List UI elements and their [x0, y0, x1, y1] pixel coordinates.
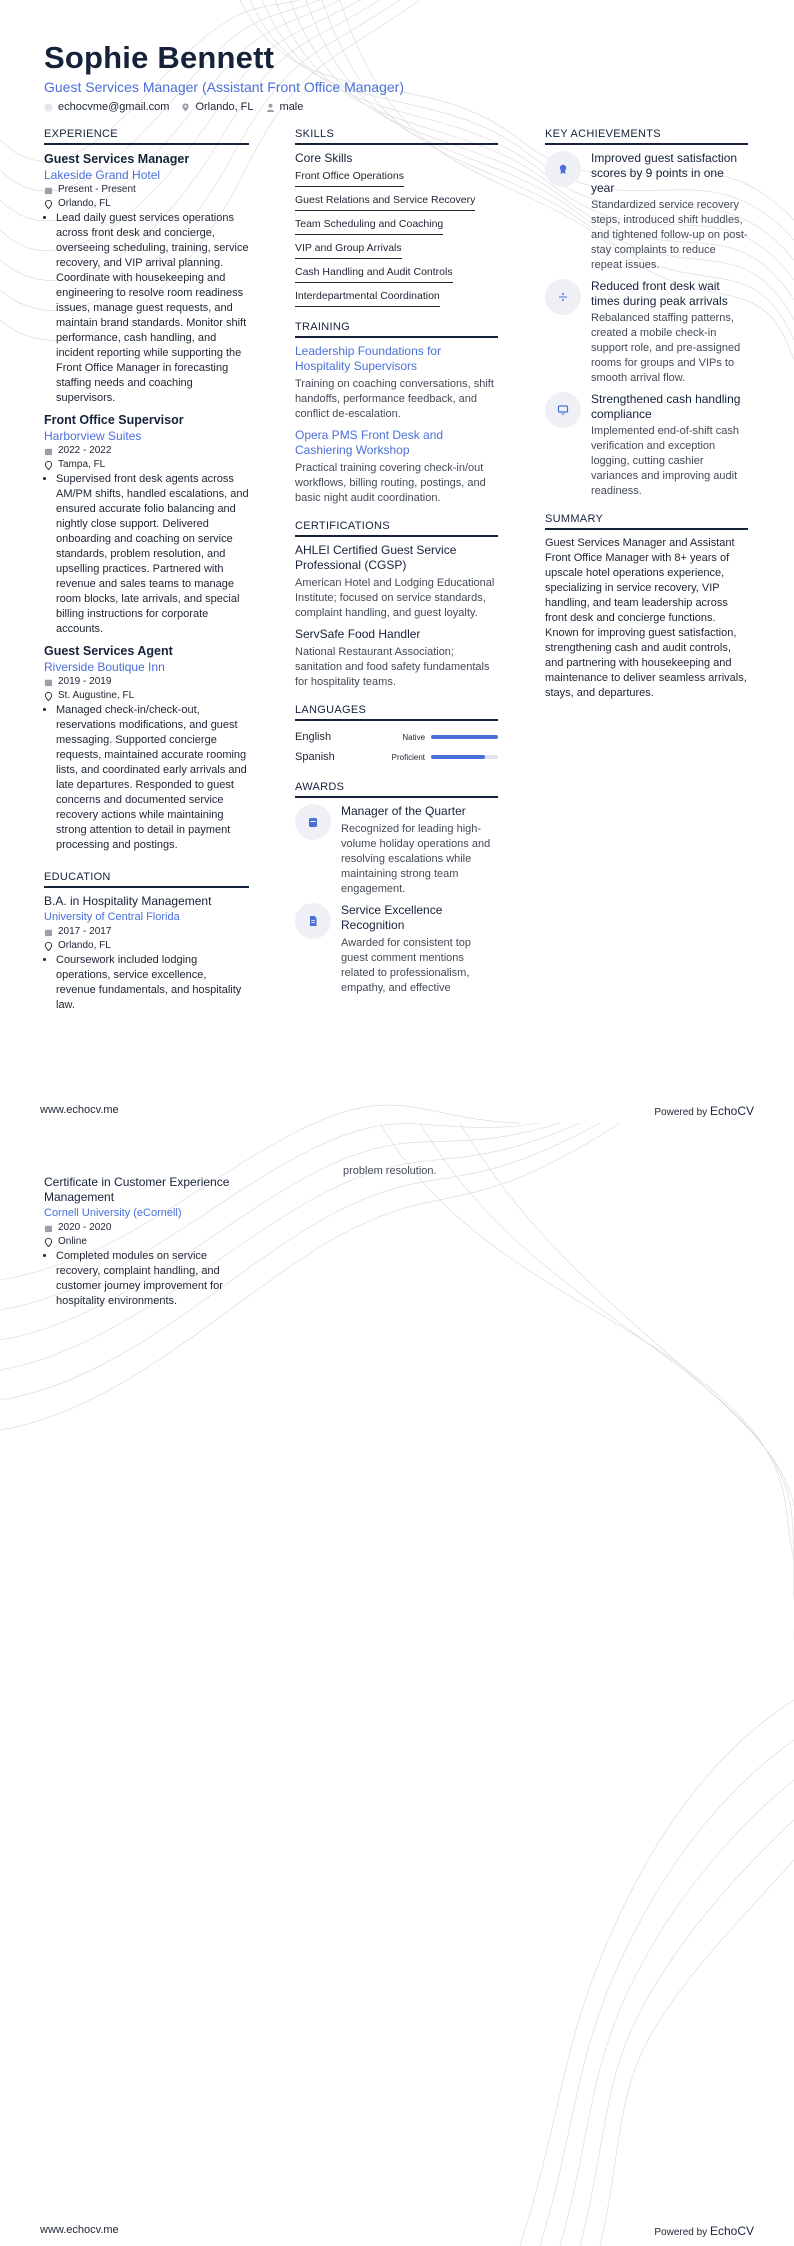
location-pin-icon	[181, 103, 190, 112]
education-location: Orlando, FL	[44, 939, 249, 953]
document-icon	[295, 903, 331, 939]
education-dates: 2017 - 2017	[44, 925, 249, 939]
calendar-icon	[44, 186, 53, 195]
achievements-heading: KEY ACHIEVEMENTS	[545, 128, 748, 145]
certification-title: AHLEI Certified Guest Service Professional (CGSP)	[295, 543, 457, 572]
achievement-entry	[545, 279, 748, 386]
email-icon	[44, 103, 53, 112]
company-name: Lakeside Grand Hotel	[44, 168, 161, 182]
candidate-title: Guest Services Manager (Assistant Front Office Manager)	[44, 79, 404, 95]
location-pin-icon	[44, 692, 53, 701]
page-footer	[40, 1104, 754, 1118]
training-entry	[295, 344, 498, 422]
job-dates: 2022 - 2022	[44, 444, 249, 458]
company-name: Riverside Boutique Inn	[44, 660, 165, 674]
language-bar	[431, 755, 498, 759]
training-title: Opera PMS Front Desk and Cashiering Workshop	[295, 428, 444, 457]
summary-heading: SUMMARY	[545, 513, 748, 530]
location-pin-icon	[44, 461, 53, 470]
education-entry	[44, 894, 249, 1013]
location-pin-icon	[44, 942, 53, 951]
calendar-icon	[44, 1224, 53, 1233]
certification-entry	[295, 627, 498, 690]
language-bar-fill	[431, 735, 498, 739]
calendar-icon	[44, 678, 53, 687]
training-title: Leadership Foundations for Hospitality Supervisors	[295, 344, 442, 373]
footer-site-link[interactable]: www.echocv.me	[40, 2224, 119, 2236]
middle-column-continued	[343, 1161, 503, 1179]
language-name: English	[295, 731, 332, 743]
left-column-continued	[44, 1171, 249, 1309]
person-icon	[266, 103, 275, 112]
language-level: Native	[402, 732, 426, 742]
education-entry	[44, 1175, 249, 1309]
achievement-description: Implemented end-of-shift cash verification and exception logging, cutting cashier variances and improving audit readiness.	[591, 425, 739, 497]
achievement-title: Strengthened cash handling compliance	[591, 392, 741, 421]
email-text: echocvme@gmail.com	[58, 101, 170, 113]
language-level: Proficient	[391, 752, 426, 762]
language-bar	[431, 735, 498, 739]
job-title: Guest Services Agent	[44, 644, 173, 658]
footer-powered: Powered by EchoCV	[654, 2224, 754, 2238]
footer-brand[interactable]: EchoCV	[709, 2224, 754, 2238]
training-heading: TRAINING	[295, 321, 498, 338]
job-title: Front Office Supervisor	[44, 413, 184, 427]
award-description: Recognized for leading high-volume holiday operations and resolving escalations while maintaining strong team engagement.	[341, 823, 491, 895]
achievement-entry	[545, 392, 748, 499]
divide-icon	[545, 279, 581, 315]
skill-item: Front Office Operations	[295, 165, 404, 187]
middle-column	[295, 128, 498, 996]
language-row	[295, 727, 498, 747]
calendar-icon	[44, 928, 53, 937]
summary-text: Guest Services Manager and Assistant Front Office Manager with 8+ years of upscale hotel operations experience, specializing in service recovery, VIP handling, and team leadership across front desk and concierge functions. Known for improving guest satisfaction, strengthening cash and audit controls, and partnering with housekeeping and maintenance to deliver seamless arrivals, stays, and departures.	[545, 537, 747, 699]
job-description: • Managed check-in/check-out, reservations modifications, and guest messaging. Supported concierge requests, maintained accurate rooming lists, and coordinated early arrivals and late departures. Responded to guest concerns and documented service recovery actions while maintaining strong attention to detail in payment processing and postings.	[56, 703, 249, 853]
certification-entry	[295, 543, 498, 621]
contact-email[interactable]	[44, 100, 169, 114]
education-description: • Completed modules on service recovery, complaint handling, and customer journey improvement for hospitality environments.	[56, 1249, 249, 1309]
award-entry	[295, 903, 498, 996]
award-title: Manager of the Quarter	[341, 804, 466, 818]
footer-brand[interactable]: EchoCV	[709, 1104, 754, 1118]
monitor-icon	[545, 392, 581, 428]
resume-header	[44, 40, 404, 114]
resume-page-2	[0, 1123, 794, 2246]
language-bar-fill	[431, 755, 485, 759]
training-entry	[295, 428, 498, 506]
company-name: Harborview Suites	[44, 429, 142, 443]
award-entry	[295, 804, 498, 897]
location-text: Orlando, FL	[195, 101, 254, 113]
footer-site-link[interactable]: www.echocv.me	[40, 1104, 119, 1116]
training-description: Practical training covering check-in/out workflows, billing routing, postings, and basic night audit coordination.	[295, 462, 486, 504]
contact-row	[44, 100, 404, 114]
certifications-heading: CERTIFICATIONS	[295, 520, 498, 537]
achievement-description: Standardized service recovery steps, introduced shift huddles, and tightened follow-up on post-stay complaints to reduce repeat issues.	[591, 199, 748, 271]
skills-heading: SKILLS	[295, 128, 498, 145]
job-dates: 2019 - 2019	[44, 675, 249, 689]
achievement-description: Rebalanced staffing patterns, created a mobile check-in support role, and pre-assigned rooms for groups and VIPs to smooth arrival flow.	[591, 312, 741, 384]
school-name: University of Central Florida	[44, 911, 180, 923]
achievement-entry	[545, 151, 748, 273]
education-heading: EDUCATION	[44, 871, 249, 888]
skill-item: Cash Handling and Audit Controls	[295, 261, 453, 283]
skill-item: Guest Relations and Service Recovery	[295, 189, 475, 211]
skill-item: Interdepartmental Coordination	[295, 285, 440, 307]
experience-entry	[44, 412, 249, 637]
ribbon-icon	[545, 151, 581, 187]
award-description-continued: problem resolution.	[343, 1165, 437, 1177]
school-name: Cornell University (eCornell)	[44, 1207, 182, 1219]
skill-item: VIP and Group Arrivals	[295, 237, 402, 259]
skill-group-title: Core Skills	[295, 151, 353, 165]
degree-title: Certificate in Customer Experience Management	[44, 1175, 230, 1204]
education-dates: 2020 - 2020	[44, 1221, 249, 1235]
certification-title: ServSafe Food Handler	[295, 627, 421, 641]
location-pin-icon	[44, 200, 53, 209]
page-footer	[40, 2224, 754, 2238]
award-description: Awarded for consistent top guest comment mentions related to professionalism, empathy, and effective	[341, 937, 472, 994]
candidate-name: Sophie Bennett	[44, 40, 275, 75]
job-title: Guest Services Manager	[44, 152, 190, 166]
experience-entry	[44, 643, 249, 853]
language-name: Spanish	[295, 751, 335, 763]
education-location: Online	[44, 1235, 249, 1249]
footer-powered: Powered by EchoCV	[654, 1104, 754, 1118]
job-location: Orlando, FL	[44, 197, 249, 211]
gender-text: male	[279, 101, 304, 113]
contact-gender	[266, 100, 304, 114]
calendar-icon	[295, 804, 331, 840]
degree-title: B.A. in Hospitality Management	[44, 894, 212, 908]
job-dates: Present - Present	[44, 183, 249, 197]
contact-location	[181, 100, 253, 114]
certification-description: American Hotel and Lodging Educational Institute; focused on service standards, complaint handling, and guest loyalty.	[295, 577, 495, 619]
education-description: • Coursework included lodging operations, service excellence, revenue fundamentals, and hospitality law.	[56, 953, 249, 1013]
experience-entry	[44, 151, 249, 406]
achievement-title: Improved guest satisfaction scores by 9 points in one year	[591, 151, 738, 195]
calendar-icon	[44, 447, 53, 456]
job-location: Tampa, FL	[44, 458, 249, 472]
achievement-title: Reduced front desk wait times during peak arrivals	[591, 279, 728, 308]
job-description: • Supervised front desk agents across AM/PM shifts, handled escalations, and ensured accurate folio balancing and nightly close support. Delivered onboarding and coaching on service standards, problem resolution, and upselling practices. Partnered with revenue and sales teams to manage room blocks, late arrivals, and special billing instructions for corporate accounts.	[56, 472, 249, 637]
right-column	[545, 128, 748, 701]
awards-heading: AWARDS	[295, 781, 498, 798]
location-pin-icon	[44, 1238, 53, 1247]
award-title: Service Excellence Recognition	[341, 903, 443, 932]
left-column	[44, 128, 249, 1013]
job-location: St. Augustine, FL	[44, 689, 249, 703]
skill-item: Team Scheduling and Coaching	[295, 213, 443, 235]
certification-description: National Restaurant Association; sanitation and food safety fundamentals for hospitality teams.	[295, 646, 490, 688]
job-description: • Lead daily guest services operations across front desk and concierge, overseeing scheduling, training, service recovery, and VIP arrival planning. Coordinate with housekeeping and engineering to resolve room readiness issues, manage guest requests, and maintain brand standards. Monitor shift performance, cash handling, and incident reporting while supporting the Front Office Manager in forecasting staffing needs and coaching supervisors.	[56, 211, 249, 406]
language-row	[295, 747, 498, 767]
training-description: Training on coaching conversations, shift handoffs, performance feedback, and conflict de-escalation.	[295, 378, 494, 420]
experience-heading: EXPERIENCE	[44, 128, 249, 145]
languages-heading: LANGUAGES	[295, 704, 498, 721]
